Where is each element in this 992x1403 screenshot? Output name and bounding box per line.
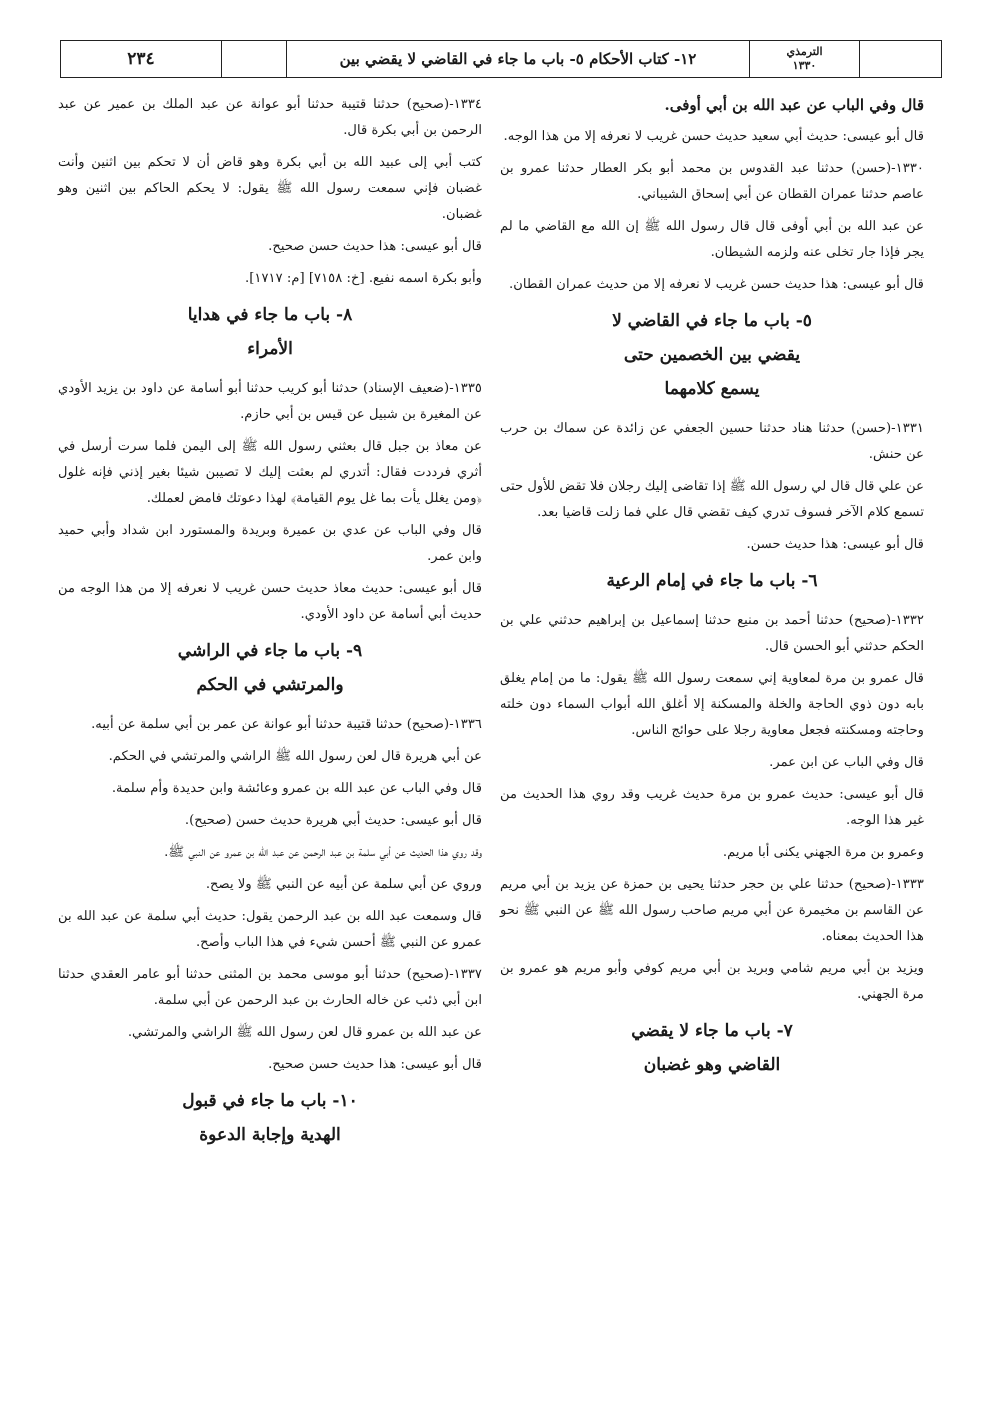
hadith-1331-comment: قال أبو عيسى: هذا حديث حسن. <box>746 537 924 552</box>
page-header <box>60 40 942 78</box>
chapter-6-line-1: ٦- باب ما جاء في إمام الرعية <box>606 571 818 591</box>
hadith-1336-note-2: وروي عن أبي سلمة عن أبيه عن النبي ﷺ ولا يصح. <box>205 877 482 892</box>
chapter-10-line-1: ١٠- باب ما جاء في قبول <box>182 1091 358 1111</box>
header-empty-cell <box>221 41 286 77</box>
hadith-1335-comment: قال أبو عيسى: حديث معاذ حديث حسن غريب لا نعرفه إلا من هذا الوجه من حديث أبي أسامة عن داود الأودي. <box>58 581 482 622</box>
page-number: ٢٣٤ <box>127 49 155 69</box>
hadith-1334-note: وأبو بكرة اسمه نفيع. [خ: ٧١٥٨] [م: ١٧١٧]. <box>245 271 482 286</box>
chapter-5-line-1: ٥- باب ما جاء في القاضي لا <box>612 311 812 331</box>
hadith-1337-isnad: ١٣٣٧-(صحيح) حدثنا أبو موسى محمد بن المثنى حدثنا أبو عامر العقدي حدثنا ابن أبي ذئب عن خاله الحارث بن عبد الرحمن عن أبي سلمة. <box>58 967 482 1008</box>
chapter-7-line-1: ٧- باب ما جاء لا يقضي <box>631 1021 793 1041</box>
chapter-10-line-2: الهدية وإجابة الدعوة <box>199 1125 341 1145</box>
chapter-5-line-2: يقضي بين الخصمين حتى <box>623 345 801 365</box>
hadith-1333-note: ويزيد بن أبي مريم شامي وبريد بن أبي مريم كوفي وأبو مريم هو عمرو بن مرة الجهني. <box>500 961 924 1002</box>
book-name: الترمذي <box>786 45 823 58</box>
chapter-9-heading <box>58 634 482 702</box>
hadith-1336-text: عن أبي هريرة قال لعن رسول الله ﷺ الراشي والمرتشي في الحكم. <box>108 749 482 764</box>
hadith-1336-comment: قال أبو عيسى: حديث أبي هريرة حديث حسن (صحيح). <box>184 813 482 828</box>
hadith-1337-text: عن عبد الله بن عمرو قال لعن رسول الله ﷺ الراشي والمرتشي. <box>127 1025 482 1040</box>
chapter-8-line-2: الأمراء <box>247 339 293 359</box>
chapter-9-line-2: والمرتشي في الحكم <box>196 675 344 695</box>
right-column <box>500 92 924 1092</box>
hadith-1332-isnad: ١٣٣٢-(صحيح) حدثنا أحمد بن منيع حدثنا إسماعيل بن إبراهيم حدثني علي بن الحكم حدثني أبو الحسن قال. <box>500 613 924 654</box>
hadith-1331-isnad: ١٣٣١-(حسن) حدثنا هناد حدثنا حسين الجعفي عن زائدة عن سماك بن حرب عن حنش. <box>500 421 924 462</box>
hadith-1334-text: كتب أبي إلى عبيد الله بن أبي بكرة وهو قاض أن لا تحكم بين اثنين وأنت غضبان فإني سمعت رسول الله ﷺ يقول: لا يحكم الحاكم بين اثنين وهو غضبان. <box>58 155 482 222</box>
hadith-1330-isnad: ١٣٣٠-(حسن) حدثنا عبد القدوس بن محمد أبو بكر العطار حدثنا عمرو بن عاصم حدثنا عمران القطان عن أبي إسحاق الشيباني. <box>500 161 924 202</box>
hadith-1334-isnad: ١٣٣٤-(صحيح) حدثنا قتيبة حدثنا أبو عوانة عن عبد الملك بن عمير عن عبد الرحمن بن أبي بكرة قال. <box>58 97 482 138</box>
chapter-6-heading <box>500 564 924 598</box>
chapter-7-heading <box>500 1014 924 1082</box>
hadith-1331-text: عن علي قال قال لي رسول الله ﷺ إذا تقاضى إليك رجلان فلا تقض للأول حتى تسمع كلام الآخر فسوف تدري كيف تقضي قال علي فما زلت قاضيا بعد. <box>500 479 924 520</box>
hadith-1330-text: عن عبد الله بن أبي أوفى قال قال رسول الله ﷺ إن الله مع القاضي ما لم يجر فإذا جار تخلى عنه ولزمه الشيطان. <box>500 219 924 260</box>
hadith-1335-bab: قال وفي الباب عن عدي بن عميرة وبريدة والمستورد ابن شداد وأبي حميد وابن عمر. <box>58 523 482 564</box>
hadith-1330-comment: قال أبو عيسى: هذا حديث حسن غريب لا نعرفه إلا من حديث عمران القطان. <box>509 277 924 292</box>
hadith-1335-isnad: ١٣٣٥-(ضعيف الإسناد) حدثنا أبو كريب حدثنا أبو أسامة عن داود بن يزيد الأودي عن المغيرة بن شبيل عن قيس بن أبي حازم. <box>58 381 482 422</box>
chapter-8-heading <box>58 298 482 366</box>
hadith-1337-comment: قال أبو عيسى: هذا حديث حسن صحيح. <box>268 1057 482 1072</box>
chapter-8-line-1: ٨- باب ما جاء في هدايا <box>187 305 353 325</box>
hadith-1336-note-1: وقد روي هذا الحديث عن أبي سلمة بن عبد الرحمن عن عبد الله بن عمرو عن النبي ﷺ. <box>164 845 482 860</box>
hadith-1332-bab: قال وفي الباب عن ابن عمر. <box>769 755 924 770</box>
hadith-1336-bab: قال وفي الباب عن عبد الله بن عمرو وعائشة وابن حديدة وأم سلمة. <box>111 781 482 796</box>
book-info <box>749 41 859 77</box>
hadith-1336-note-3: قال وسمعت عبد الله بن عبد الرحمن يقول: حديث أبي سلمة عن عبد الله بن عمرو عن النبي ﷺ أحسن شيء في هذا الباب وأصح. <box>58 909 482 950</box>
header-corner-cell <box>859 41 941 77</box>
chapter-7-line-2: القاضي وهو غضبان <box>643 1055 781 1075</box>
chapter-5-heading <box>500 304 924 406</box>
hadith-1333-isnad: ١٣٣٣-(صحيح) حدثنا علي بن حجر حدثنا يحيى بن حمزة عن يزيد بن أبي مريم عن القاسم بن مخيمرة عن أبي مريم صاحب رسول الله ﷺ عن النبي ﷺ نحو هذا الحديث بمعناه. <box>500 877 924 944</box>
hadith-1336-isnad: ١٣٣٦-(صحيح) حدثنا قتيبة حدثنا أبو عوانة عن عمر بن أبي سلمة عن أبيه. <box>91 717 482 732</box>
hadith-1332-text: قال عمرو بن مرة لمعاوية إني سمعت رسول الله ﷺ يقول: ما من إمام يغلق بابه دون ذوي الحاجة والخلة والمسكنة إلا أغلق الله أبواب السماء دون خلته وحاجته ومسكنته فجعل معاوية رجلا على حوائج الناس. <box>500 671 924 738</box>
hadith-1335-text: عن معاذ بن جبل قال بعثني رسول الله ﷺ إلى اليمن فلما سرت أرسل في أثري فرددت فقال: أتدري لم بعثت إليك لا تصيبن شيئا بغير إذني فإنه غلول ﴿ومن يغلل يأت بما غل يوم القيامة﴾ لهذا دعوتك فامض لعملك. <box>58 439 482 506</box>
chapter-5-line-3: يسمع كلامهما <box>664 379 760 399</box>
hadith-1334-comment: قال أبو عيسى: هذا حديث حسن صحيح. <box>268 239 482 254</box>
chapter-9-line-1: ٩- باب ما جاء في الراشي <box>177 641 363 661</box>
chapter-10-heading <box>58 1084 482 1152</box>
abu-isa-comment: قال أبو عيسى: حديث أبي سعيد حديث حسن غريب لا نعرفه إلا من هذا الوجه. <box>503 129 924 144</box>
hadith-1332-comment: قال أبو عيسى: حديث عمرو بن مرة حديث غريب وقد روي هذا الحديث من غير هذا الوجه. <box>500 787 924 828</box>
chapter-title: ١٢- كتاب الأحكام ٥- باب ما جاء في القاضي لا يقضي بين <box>286 41 749 77</box>
hadith-1332-note: وعمرو بن مرة الجهني يكنى أبا مريم. <box>722 845 924 860</box>
bab-note: قال وفي الباب عن عبد الله بن أبي أوفى. <box>664 96 924 114</box>
left-column <box>58 92 482 1162</box>
hadith-range: ١٣٣٠ <box>792 59 817 72</box>
